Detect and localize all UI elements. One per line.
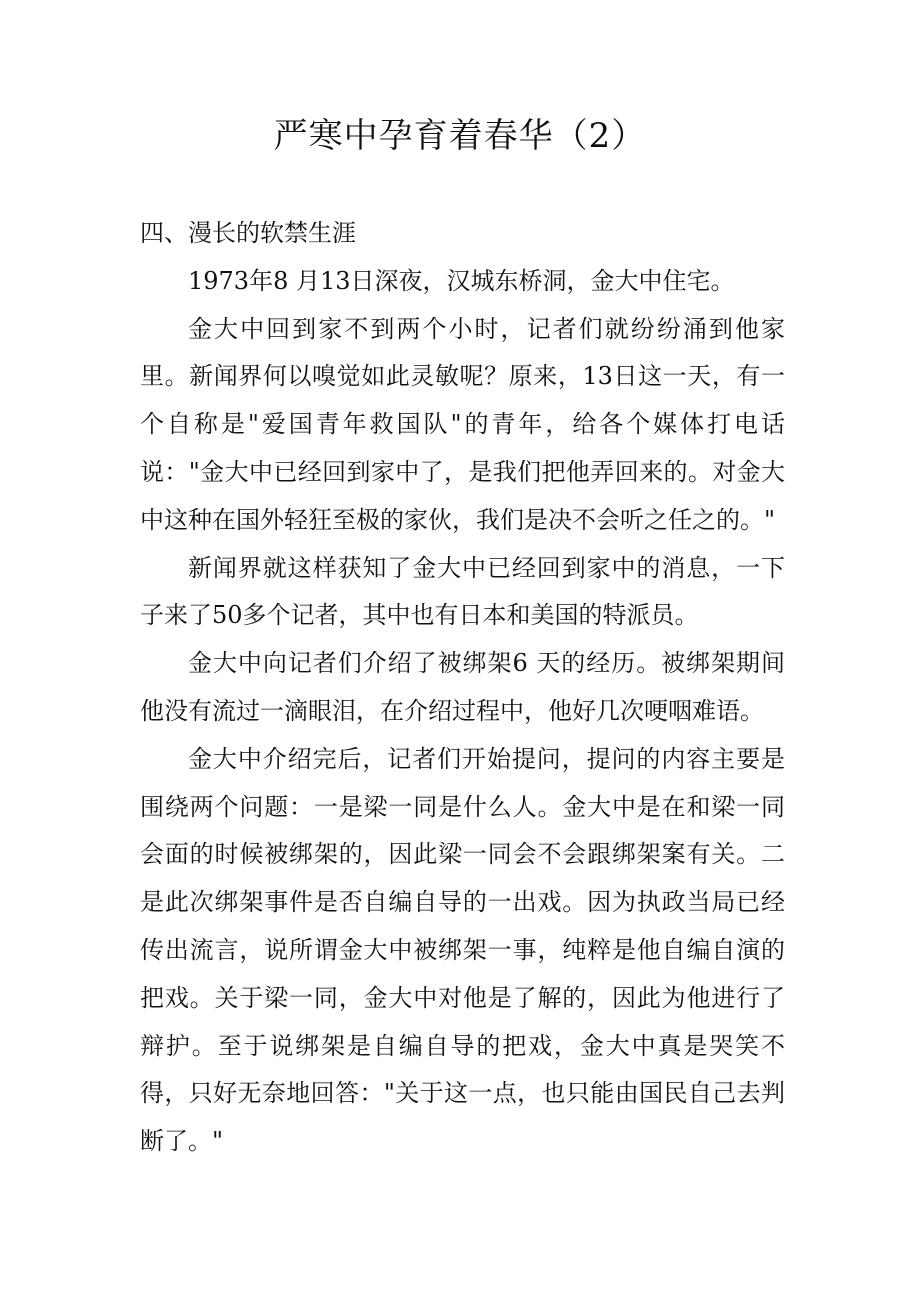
paragraph: 金大中向记者们介绍了被绑架6 天的经历。被绑架期间他没有流过一滴眼泪，在介绍过程中，他好几次哽咽难语。	[140, 649, 785, 725]
paragraph: 金大中介绍完后，记者们开始提问，提问的内容主要是围绕两个问题：一是梁一同是什么人。金大中是在和梁一同会面的时候被绑架的，因此梁一同会不会跟绑架案有关。二是此次绑架事件是否自编自导的一出戏。因为执政当局已经传出流言，说所谓金大中被绑架一事，纯粹是他自编自演的把戏。关于梁一同，金大中对他是了解的，因此为他进行了辩护。至于说绑架是自编自导的把戏，金大中真是哭笑不得，只好无奈地回答："关于这一点，也只能由国民自己去判断了。"	[140, 744, 785, 1156]
paragraph: 1973年8 月13日深夜，汉城东桥洞，金大中住宅。	[188, 266, 735, 295]
section-heading: 四、漫长的软禁生涯	[140, 219, 356, 247]
document-body	[140, 210, 785, 1166]
paragraph: 金大中回到家不到两个小时，记者们就纷纷涌到他家里。新闻界何以嗅觉如此灵敏呢？原来，13日这一天，有一个自称是"爱国青年救国队"的青年，给各个媒体打电话说："金大中已经回到家中了，是我们把他弄回来的。对金大中这种在国外轻狂至极的家伙，我们是决不会听之任之的。"	[140, 314, 785, 534]
paragraph: 新闻界就这样获知了金大中已经回到家中的消息，一下子来了50多个记者，其中也有日本和美国的特派员。	[140, 553, 785, 630]
document-title: 严寒中孕育着春华（2）	[273, 116, 647, 156]
